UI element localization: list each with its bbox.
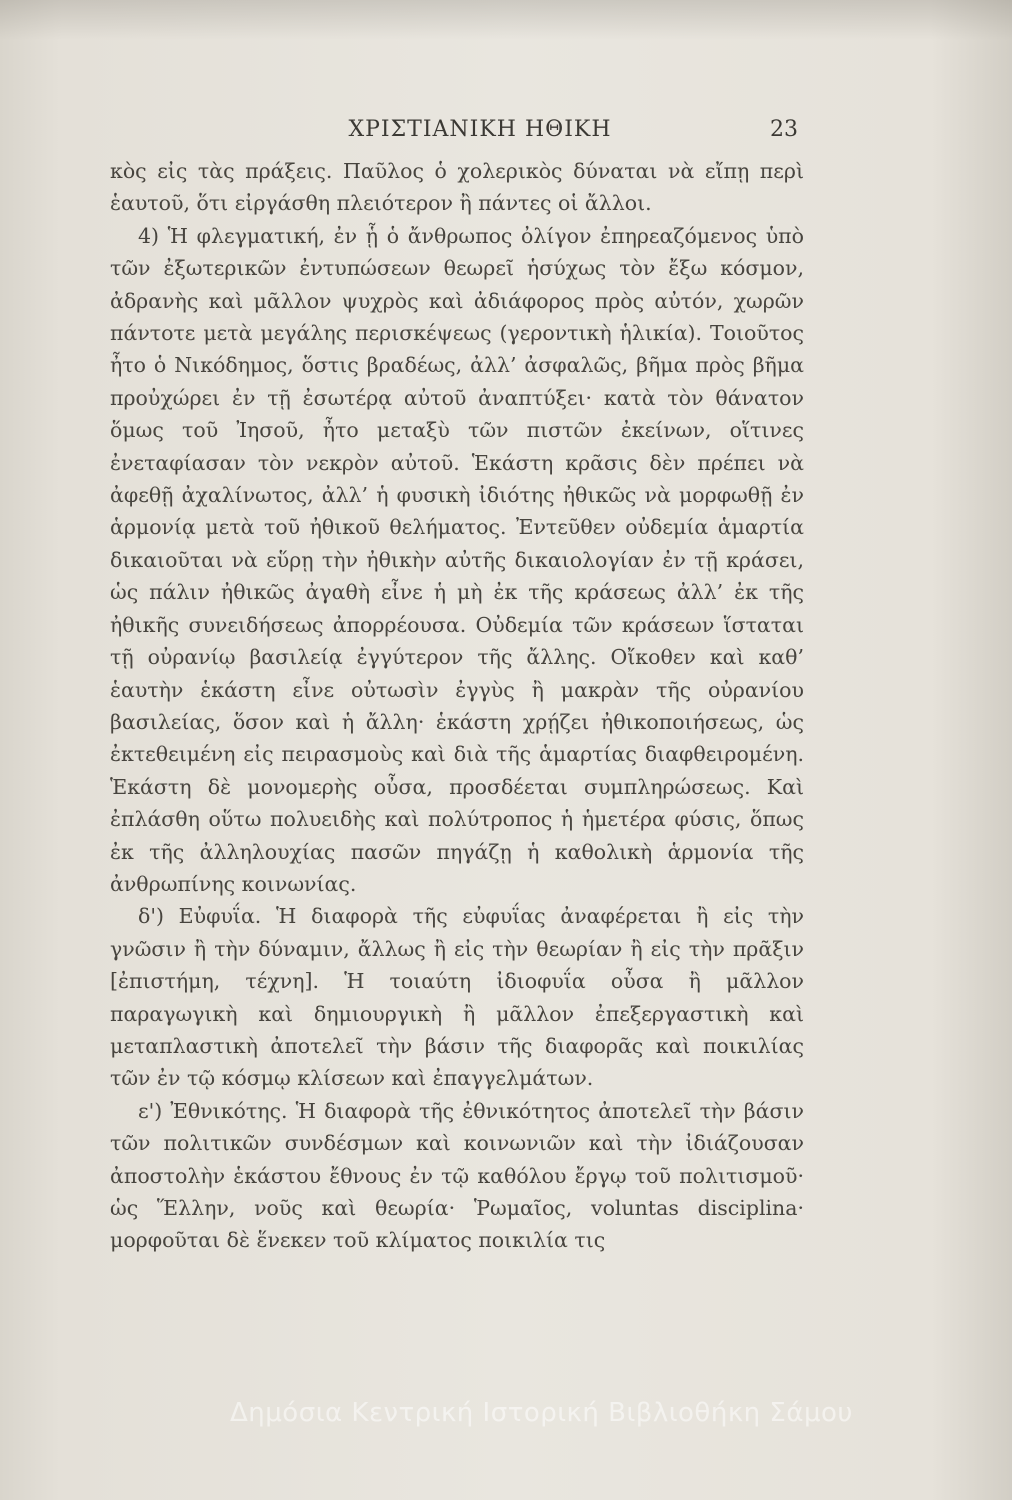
running-title: ΧΡΙΣΤΙΑΝΙΚΗ ΗΘΙΚΗ bbox=[348, 117, 612, 142]
page-edge-shadow bbox=[0, 0, 1012, 40]
body-text bbox=[110, 155, 804, 1257]
paragraph-continuation: κὸς εἰς τὰς πράξεις. Παῦλος ὁ χολερικὸς δύναται νὰ εἴπῃ περὶ ἑαυτοῦ, ὅτι εἰργάσθη πλειότερον ἢ πάντες οἱ ἄλλοι. bbox=[110, 159, 804, 216]
paragraph-phlegmatic: 4) Ἡ φλεγματική, ἐν ᾗ ὁ ἄνθρωπος ὀλίγον ἐπηρεαζόμενος ὑπὸ τῶν ἐξωτερικῶν ἐντυπώσεων θεωρεῖ ἡσύχως τὸν ἔξω κόσμον, ἀδρανὴς καὶ μᾶλλον ψυχρὸς καὶ ἀδιάφορος πρὸς αὐτόν, χωρῶν πάντοτε μετὰ μεγάλης περισκέψεως (γεροντικὴ ἡλικία). Τοιοῦτος ἦτο ὁ Νικόδημος, ὅστις βραδέως, ἀλλ’ ἀσφαλῶς, βῆμα πρὸς βῆμα προὐχώρει ἐν τῇ ἐσωτέρᾳ αὐτοῦ ἀναπτύξει· κατὰ τὸν θάνατον ὅμως τοῦ Ἰησοῦ, ἦτο μεταξὺ τῶν πιστῶν ἐκείνων, οἵτινες ἐνεταφίασαν τὸν νεκρὸν αὐτοῦ. Ἑκάστη κρᾶσις δὲν πρέπει νὰ ἀφεθῇ ἀχαλίνωτος, ἀλλ’ ἡ φυσικὴ ἰδιότης ἠθικῶς νὰ μορφωθῇ ἐν ἁρμονίᾳ μετὰ τοῦ ἠθικοῦ θελήματος. Ἐντεῦθεν οὐδεμία ἁμαρτία δικαιοῦται νὰ εὕρῃ τὴν ἠθικὴν αὐτῆς δικαιολογίαν ἐν τῇ κράσει, ὡς πάλιν ἠθικῶς ἀγαθὴ εἶνε ἡ μὴ ἐκ τῆς κράσεως ἀλλ’ ἐκ τῆς ἠθικῆς συνειδήσεως ἀπορρέουσα. Οὐδεμία τῶν κράσεων ἵσταται τῇ οὐρανίῳ βασιλείᾳ ἐγγύτερον τῆς ἄλλης. Οἴκοθεν καὶ καθ’ ἑαυτὴν ἑκάστη εἶνε οὐτωσὶν ἐγγὺς ἢ μακρὰν τῆς οὐρανίου βασιλείας, ὅσον καὶ ἡ ἄλλη· ἑκάστη χρῄζει ἠθικοποιήσεως, ὡς ἐκτεθειμένη εἰς πειρασμοὺς καὶ διὰ τῆς ἁμαρτίας διαφθειρομένη. Ἑκάστη δὲ μονομερὴς οὖσα, προσδέεται συμπληρώσεως. Καὶ ἐπλάσθη οὕτω πολυειδὴς καὶ πολύτροπος ἡ ἡμετέρα φύσις, ὅπως ἐκ τῆς ἀλληλουχίας πασῶν πηγάζῃ ἡ καθολικὴ ἁρμονία τῆς ἀνθρωπίνης κοινωνίας. bbox=[110, 223, 804, 896]
paragraph-eufuia: δ') Εὐφυΐα. Ἡ διαφορὰ τῆς εὐφυΐας ἀναφέρεται ἢ εἰς τὴν γνῶσιν ἢ τὴν δύναμιν, ἄλλως ἢ εἰς τὴν θεωρίαν ἢ εἰς τὴν πρᾶξιν [ἐπιστήμη, τέχνη]. Ἡ τοιαύτη ἰδιοφυΐα οὖσα ἢ μᾶλλον παραγωγικὴ καὶ δημιουργικὴ ἢ μᾶλλον ἐπεξεργαστικὴ καὶ μεταπλαστικὴ ἀποτελεῖ τὴν βάσιν τῆς διαφορᾶς καὶ ποικιλίας τῶν ἐν τῷ κόσμῳ κλίσεων καὶ ἐπαγγελμάτων. bbox=[110, 904, 804, 1091]
page-number: 23 bbox=[770, 117, 798, 142]
running-header bbox=[0, 117, 1012, 147]
library-watermark: Δημόσια Κεντρική Ιστορική Βιβλιοθήκη Σάμου bbox=[230, 1398, 853, 1428]
paragraph-ethnikotis: ε') Ἐθνικότης. Ἡ διαφορὰ τῆς ἐθνικότητος ἀποτελεῖ τὴν βάσιν τῶν πολιτικῶν συνδέσμων καὶ κοινωνιῶν καὶ τὴν ἰδιάζουσαν ἀποστολὴν ἑκάστου ἔθνους ἐν τῷ καθόλου ἔργῳ τοῦ πολιτισμοῦ· ὡς Ἕλλην, νοῦς καὶ θεωρία· Ῥωμαῖος, voluntas disciplina· μορφοῦται δὲ ἕνεκεν τοῦ κλίματος ποικιλία τις bbox=[110, 1098, 804, 1253]
